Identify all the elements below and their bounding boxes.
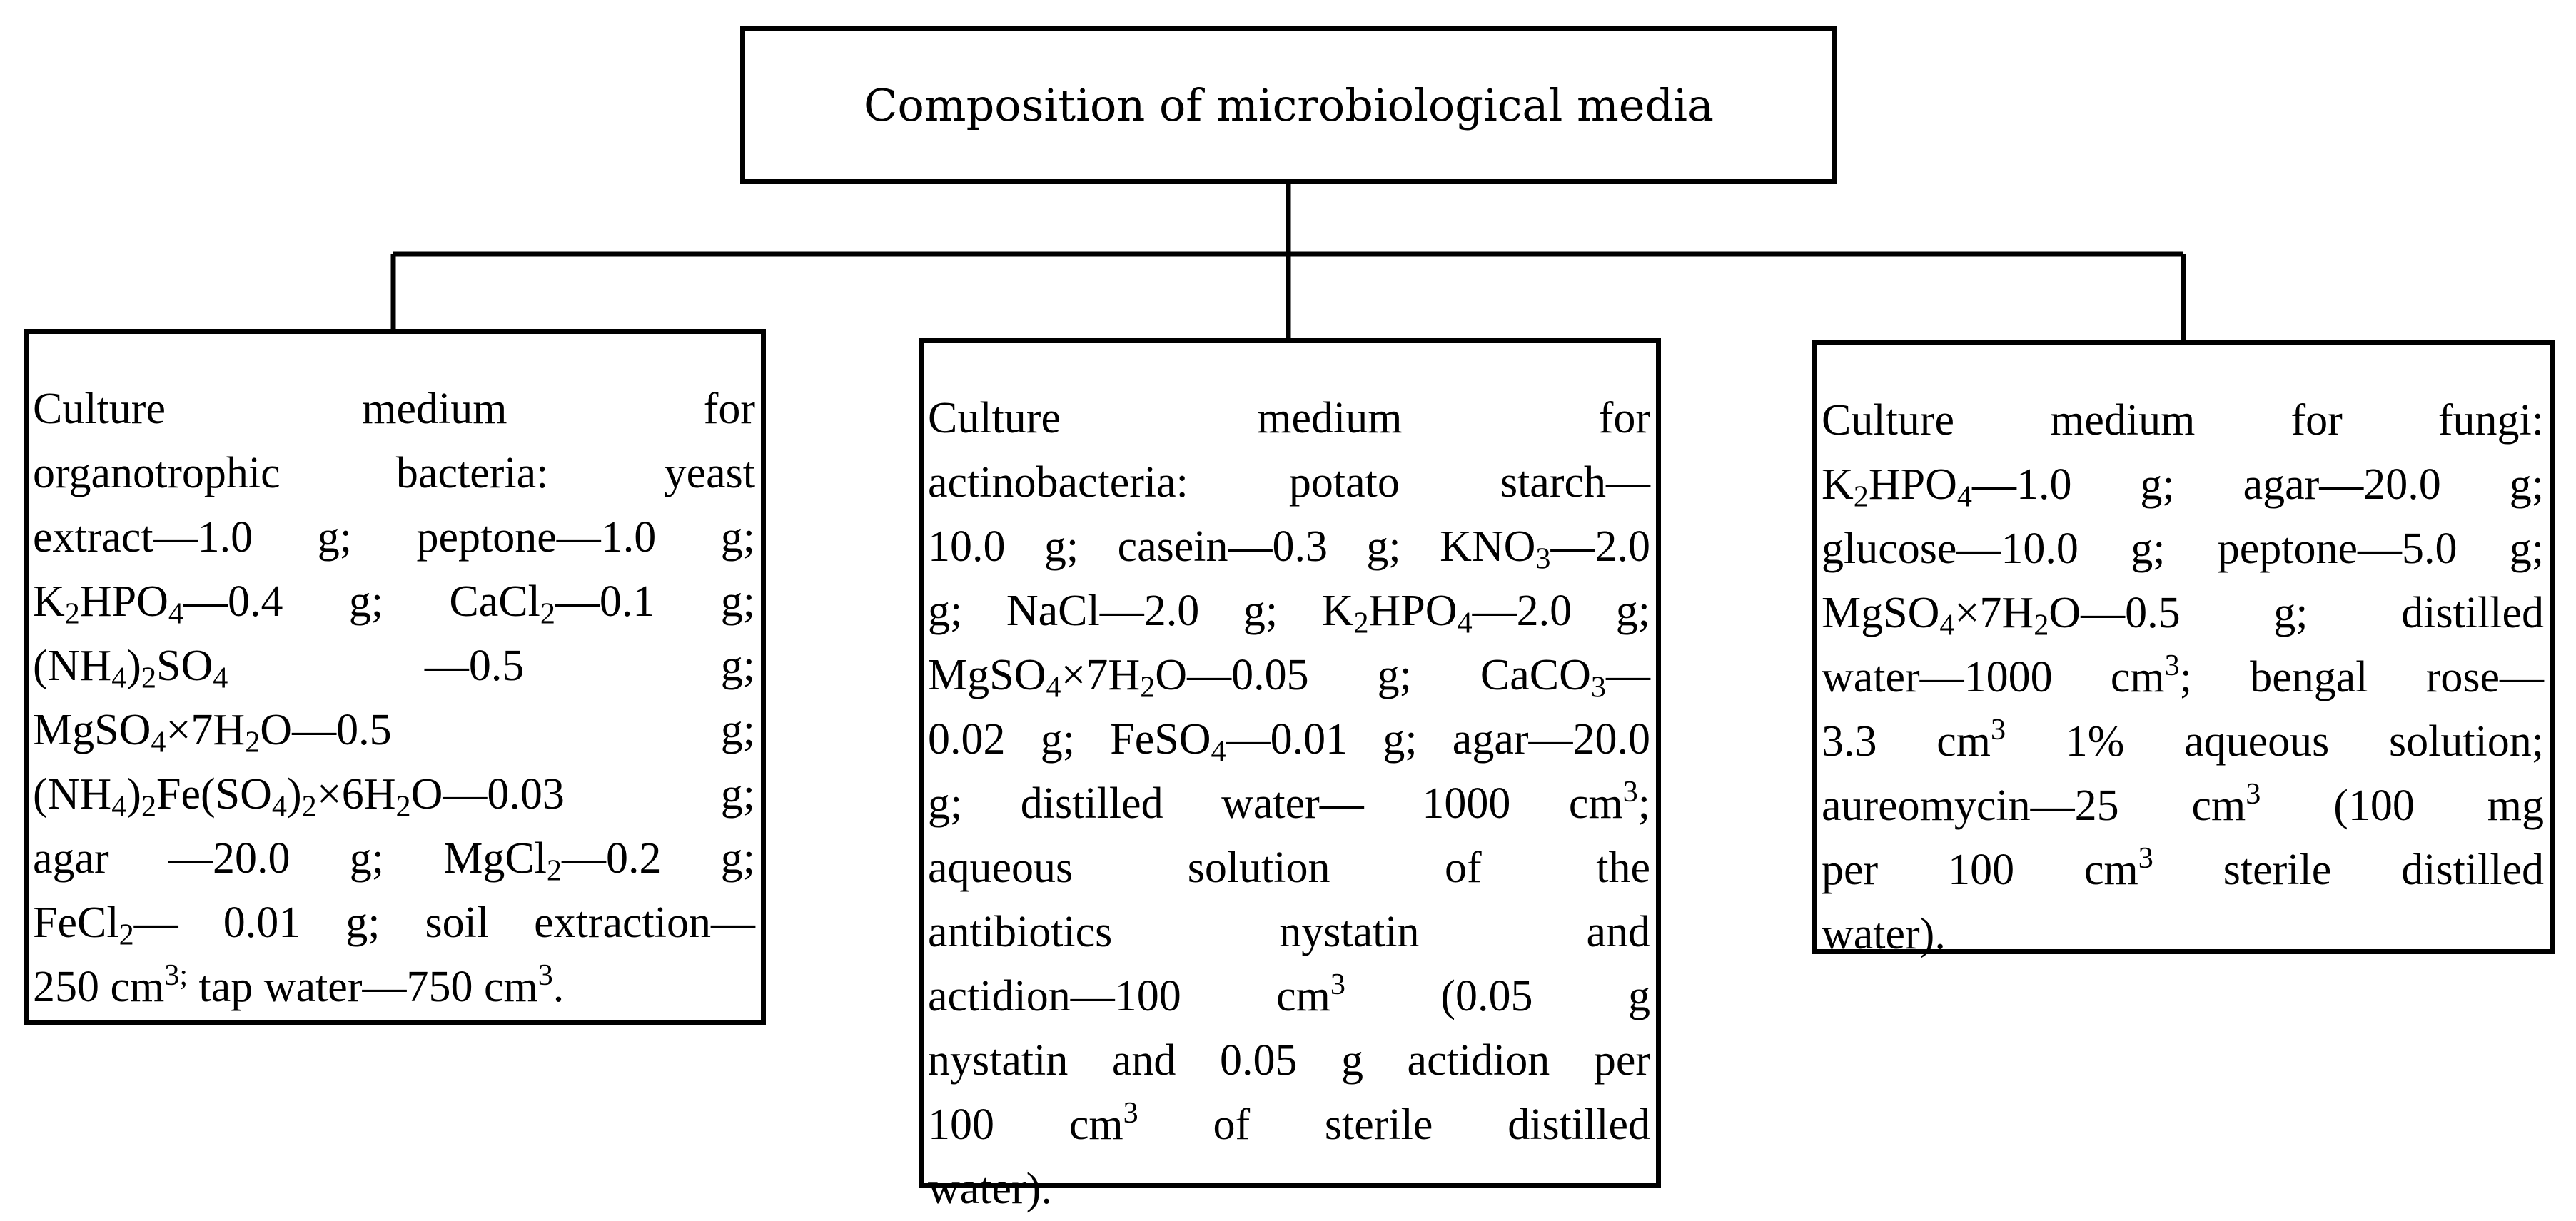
text-line: FeCl$_2$— 0.01 g; soil extraction—	[33, 898, 755, 952]
actinobacteria-medium-text	[924, 386, 1656, 1221]
fungi-medium-box	[1812, 340, 2555, 958]
text-line: water—1000 $cm^3$; bengal rose—	[1822, 648, 2544, 701]
text-line: 3.3 $cm^3$ 1% aqueous solution;	[1822, 712, 2544, 766]
text-line: per 100 $cm^3$ sterile distilled	[1822, 841, 2544, 894]
text-line: nystatin and 0.05 g actidion per	[928, 1036, 1650, 1085]
text-line: organotrophic bacteria: yeast	[33, 449, 755, 497]
text-line: actinobacteria: potato starch—	[928, 458, 1650, 507]
bacteria-medium-box	[24, 329, 766, 1025]
bacteria-medium-text	[29, 377, 761, 1019]
text-line: $MgSO_4\times 7H_2O—0.05$ g; CaCO$_3$—	[928, 651, 1650, 704]
text-line: extract—1.0 g; peptone—1.0 g;	[33, 513, 755, 562]
text-line: Culture medium for	[928, 394, 1650, 442]
actinobacteria-medium-box	[919, 338, 1661, 1213]
text-line: water).	[928, 1165, 1052, 1213]
text-line: $(NH_4)_2Fe(SO_4)_2\times 6H_2O—0.03$ g;	[33, 770, 755, 824]
text-line: $MgSO_4\times 7H_2O—0.5$ g; distilled	[1822, 589, 2544, 642]
text-line: $K_2HPO_4—1.0$ g; agar—20.0 g;	[1822, 460, 2544, 514]
text-line: glucose—10.0 g; peptone—5.0 g;	[1822, 525, 2544, 573]
text-line: 0.02 g; FeSO$_4$—0.01 g; agar—20.0	[928, 715, 1650, 769]
title-text: Composition of microbiological media	[864, 78, 1714, 131]
text-line: 100 $cm^3$ of sterile distilled	[928, 1095, 1650, 1149]
text-line: $K_2HPO_4—0.4$ g; CaCl$_2$—0.1 g;	[33, 577, 755, 631]
text-line: Culture medium for	[33, 385, 755, 433]
text-line: 250 $cm^{3;}$ tap water—750 $cm^3$.	[33, 958, 565, 1011]
text-line: $(NH_4)_2SO_4$ —0.5 g;	[33, 642, 755, 695]
title-box	[740, 26, 1837, 184]
text-line: g; distilled water— 1000 $cm^3$;	[928, 774, 1650, 828]
fungi-medium-text	[1817, 388, 2550, 966]
text-line: 10.0 g; casein—0.3 g; $KNO_3—2.0$	[928, 522, 1650, 576]
text-line: water).	[1822, 910, 1946, 958]
text-line: $MgSO_4\times 7H_2O—0.5$ g;	[33, 706, 755, 759]
text-line: agar —20.0 g; MgCl$_2$—0.2 g;	[33, 834, 755, 888]
text-line: aureomycin—25 $cm^3$ (100 mg	[1822, 776, 2544, 830]
text-line: Culture medium for fungi:	[1822, 396, 2544, 445]
text-line: antibiotics nystatin and	[928, 908, 1650, 956]
text-line: g; NaCl—2.0 g; $K_2HPO_4—2.0$ g;	[928, 587, 1650, 640]
text-line: aqueous solution of the	[928, 843, 1650, 892]
text-line: actidion—100 $cm^3$ (0.05 g	[928, 967, 1650, 1020]
